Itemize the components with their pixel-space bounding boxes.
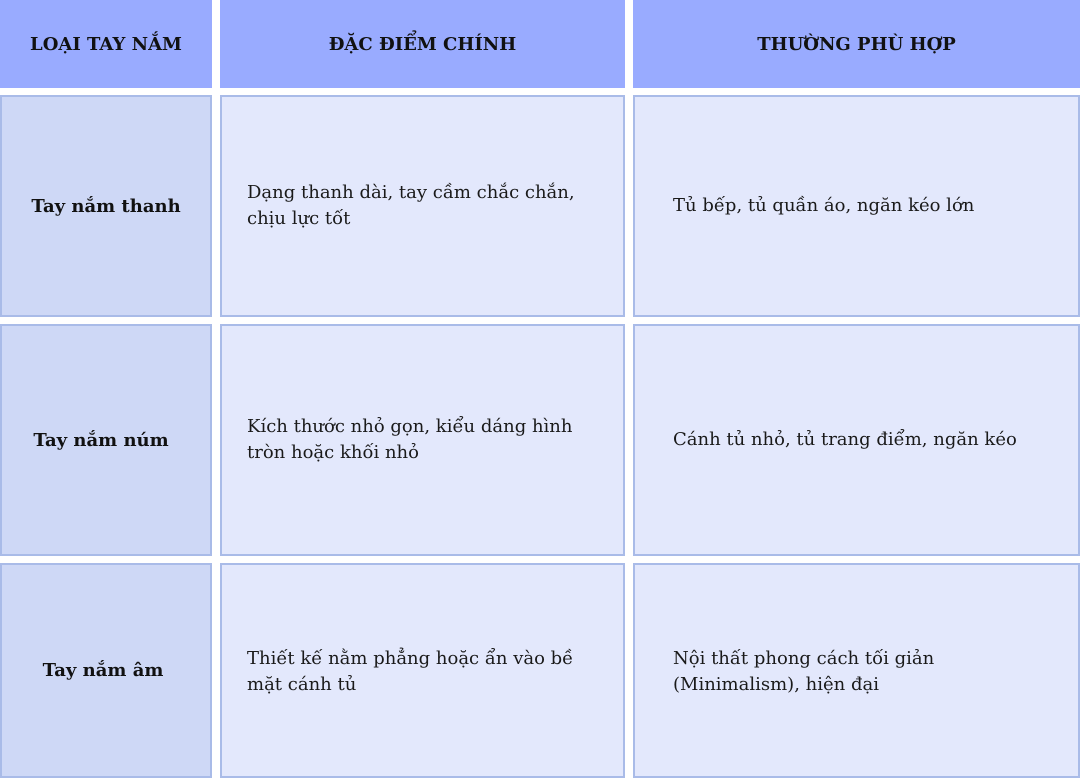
row-2-suitable-cell — [633, 324, 1080, 556]
row-3-suitable: Nội thất phong cách tối giản (Minimalism), hiện đại — [673, 647, 935, 695]
row-1-suitable-cell — [633, 95, 1080, 317]
row-2-suitable: Cánh tủ nhỏ, tủ trang điểm, ngăn kéo — [673, 429, 1017, 450]
row-3-feature-cell — [220, 563, 625, 778]
header-main-features-label: ĐẶC ĐIỂM CHÍNH — [328, 33, 517, 55]
row-1-type-cell — [0, 95, 212, 317]
row-3-type: Tay nắm âm — [42, 660, 164, 681]
row-2-feature: Kích thước nhỏ gọn, kiểu dáng hình tròn hoặc khối nhỏ — [247, 416, 573, 463]
header-main-features — [220, 0, 625, 88]
row-1-feature-cell — [220, 95, 625, 317]
row-2-feature-cell — [220, 324, 625, 556]
row-1-suitable: Tủ bếp, tủ quần áo, ngăn kéo lớn — [673, 195, 975, 216]
header-handle-type-label: LOẠI TAY NẮM — [30, 33, 182, 55]
row-3-feature: Thiết kế nằm phẳng hoặc ẩn vào bề mặt cánh tủ — [247, 647, 574, 695]
header-handle-type — [0, 0, 212, 88]
header-suitable-for — [633, 0, 1080, 88]
row-3-suitable-cell — [633, 563, 1080, 778]
row-1-type: Tay nắm thanh — [31, 195, 181, 217]
row-2-type-cell — [0, 324, 212, 556]
header-suitable-for-label: THƯỜNG PHÙ HỢP — [757, 33, 956, 55]
row-1-feature: Dạng thanh dài, tay cầm chắc chắn, chịu lực tốt — [247, 182, 575, 229]
row-2-type: Tay nắm núm — [33, 429, 169, 451]
row-3-type-cell — [0, 563, 212, 778]
